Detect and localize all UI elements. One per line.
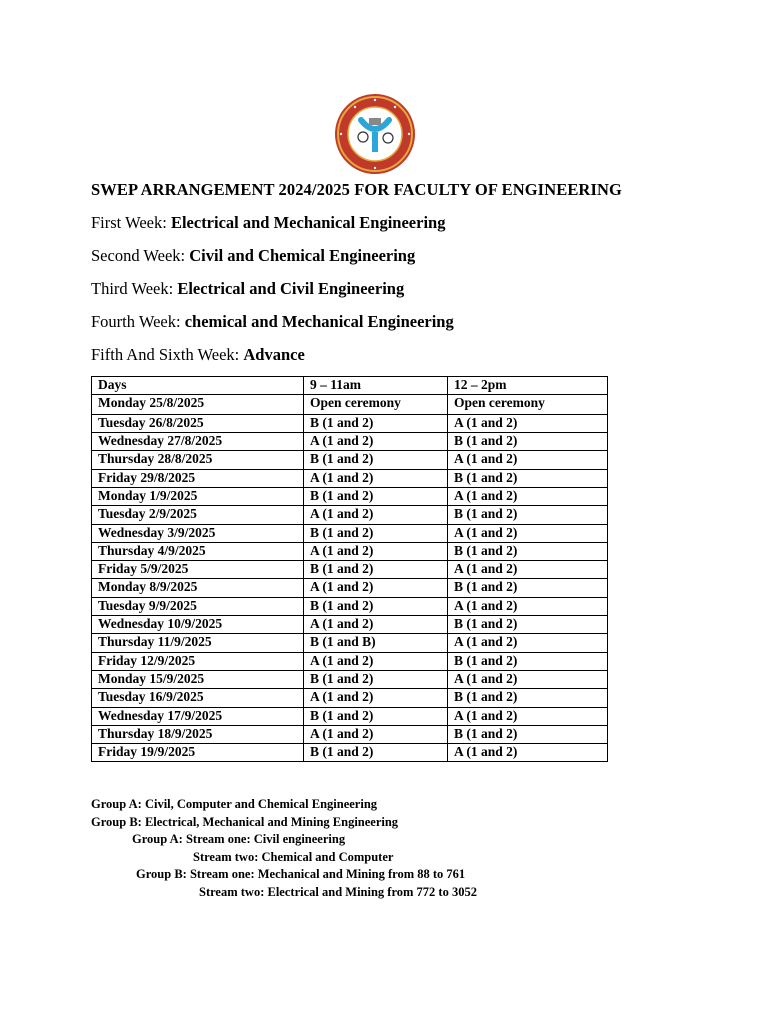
table-row [92, 616, 608, 634]
table-row [92, 634, 608, 652]
day-cell: Wednesday 27/8/2025 [92, 433, 304, 451]
table-row [92, 707, 608, 725]
week-value: Electrical and Mechanical Engineering [170, 213, 446, 232]
week-label: First Week: [91, 213, 171, 232]
note-group-b-stream-one: Group B: Stream one: Mechanical and Mining from 88 to 761 [136, 867, 466, 882]
afternoon-slot-cell: A (1 and 2) [448, 487, 608, 505]
afternoon-slot-cell: A (1 and 2) [448, 634, 608, 652]
afternoon-slot-cell: Open ceremony [448, 395, 608, 415]
group-notes [91, 796, 477, 902]
day-cell: Thursday 11/9/2025 [92, 634, 304, 652]
schedule-table [91, 376, 608, 762]
table-row [92, 561, 608, 579]
week-line-first [91, 213, 445, 233]
table-row [92, 506, 608, 524]
day-cell: Friday 12/9/2025 [92, 652, 304, 670]
table-row [92, 652, 608, 670]
morning-slot-cell: A (1 and 2) [304, 542, 448, 560]
week-value: Advance [243, 345, 305, 364]
day-cell: Wednesday 17/9/2025 [92, 707, 304, 725]
morning-slot-cell: A (1 and 2) [304, 725, 448, 743]
day-cell: Tuesday 26/8/2025 [92, 414, 304, 432]
afternoon-slot-cell: B (1 and 2) [448, 616, 608, 634]
morning-slot-cell: B (1 and 2) [304, 451, 448, 469]
morning-slot-cell: A (1 and 2) [304, 652, 448, 670]
week-label: Fifth And Sixth Week: [91, 345, 244, 364]
table-row [92, 469, 608, 487]
afternoon-slot-cell: B (1 and 2) [448, 579, 608, 597]
day-cell: Monday 8/9/2025 [92, 579, 304, 597]
week-line-second [91, 246, 415, 266]
table-row [92, 725, 608, 743]
day-cell: Thursday 28/8/2025 [92, 451, 304, 469]
afternoon-slot-cell: A (1 and 2) [448, 414, 608, 432]
table-row [92, 744, 608, 762]
afternoon-slot-cell: B (1 and 2) [448, 542, 608, 560]
morning-slot-cell: A (1 and 2) [304, 433, 448, 451]
table-row [92, 414, 608, 432]
morning-slot-cell: A (1 and 2) [304, 469, 448, 487]
header-cell-afternoon: 12 – 2pm [448, 377, 608, 395]
table-row [92, 689, 608, 707]
header-cell-morning: 9 – 11am [304, 377, 448, 395]
morning-slot-cell: A (1 and 2) [304, 506, 448, 524]
morning-slot-cell: B (1 and B) [304, 634, 448, 652]
morning-slot-cell: A (1 and 2) [304, 579, 448, 597]
afternoon-slot-cell: A (1 and 2) [448, 451, 608, 469]
morning-slot-cell: A (1 and 2) [304, 616, 448, 634]
afternoon-slot-cell: B (1 and 2) [448, 469, 608, 487]
week-value: Electrical and Civil Engineering [177, 279, 405, 298]
day-cell: Wednesday 3/9/2025 [92, 524, 304, 542]
week-line-fourth [91, 312, 454, 332]
morning-slot-cell: A (1 and 2) [304, 689, 448, 707]
table-row [92, 395, 608, 415]
week-value: Civil and Chemical Engineering [189, 246, 416, 265]
morning-slot-cell: Open ceremony [304, 395, 448, 415]
morning-slot-cell: B (1 and 2) [304, 414, 448, 432]
week-label: Third Week: [91, 279, 178, 298]
table-row [92, 451, 608, 469]
afternoon-slot-cell: B (1 and 2) [448, 433, 608, 451]
day-cell: Friday 19/9/2025 [92, 744, 304, 762]
day-cell: Friday 5/9/2025 [92, 561, 304, 579]
afternoon-slot-cell: A (1 and 2) [448, 524, 608, 542]
table-header-row [92, 377, 608, 395]
morning-slot-cell: B (1 and 2) [304, 670, 448, 688]
morning-slot-cell: B (1 and 2) [304, 524, 448, 542]
week-line-fifth-sixth [91, 345, 305, 365]
week-value: chemical and Mechanical Engineering [184, 312, 454, 331]
day-cell: Monday 25/8/2025 [92, 395, 304, 415]
week-line-third [91, 279, 404, 299]
afternoon-slot-cell: B (1 and 2) [448, 506, 608, 524]
morning-slot-cell: B (1 and 2) [304, 707, 448, 725]
table-row [92, 433, 608, 451]
header-cell-days: Days [92, 377, 304, 395]
day-cell: Tuesday 2/9/2025 [92, 506, 304, 524]
table-row [92, 524, 608, 542]
morning-slot-cell: B (1 and 2) [304, 561, 448, 579]
table-row [92, 597, 608, 615]
morning-slot-cell: B (1 and 2) [304, 487, 448, 505]
afternoon-slot-cell: A (1 and 2) [448, 744, 608, 762]
week-label: Fourth Week: [91, 312, 185, 331]
day-cell: Monday 15/9/2025 [92, 670, 304, 688]
day-cell: Tuesday 9/9/2025 [92, 597, 304, 615]
afternoon-slot-cell: B (1 and 2) [448, 652, 608, 670]
afternoon-slot-cell: A (1 and 2) [448, 707, 608, 725]
note-group-a-stream-one: Group A: Stream one: Civil engineering [132, 832, 346, 847]
table-row [92, 487, 608, 505]
table-row [92, 670, 608, 688]
day-cell: Thursday 18/9/2025 [92, 725, 304, 743]
university-logo [333, 92, 417, 176]
week-label: Second Week: [91, 246, 190, 265]
table-row [92, 579, 608, 597]
note-group-b: Group B: Electrical, Mechanical and Mining Engineering [91, 814, 399, 829]
page-title: SWEP ARRANGEMENT 2024/2025 FOR FACULTY OF ENGINEERING [91, 180, 622, 199]
afternoon-slot-cell: A (1 and 2) [448, 670, 608, 688]
day-cell: Friday 29/8/2025 [92, 469, 304, 487]
note-group-a: Group A: Civil, Computer and Chemical Engineering [91, 797, 378, 811]
afternoon-slot-cell: A (1 and 2) [448, 597, 608, 615]
morning-slot-cell: B (1 and 2) [304, 597, 448, 615]
day-cell: Monday 1/9/2025 [92, 487, 304, 505]
afternoon-slot-cell: B (1 and 2) [448, 689, 608, 707]
note-group-b-stream-two: Stream two: Electrical and Mining from 772 to 3052 [199, 884, 477, 899]
morning-slot-cell: B (1 and 2) [304, 744, 448, 762]
logo-seal-icon [333, 92, 417, 176]
day-cell: Tuesday 16/9/2025 [92, 689, 304, 707]
day-cell: Wednesday 10/9/2025 [92, 616, 304, 634]
table-row [92, 542, 608, 560]
afternoon-slot-cell: B (1 and 2) [448, 725, 608, 743]
note-group-a-stream-two: Stream two: Chemical and Computer [193, 849, 394, 864]
day-cell: Thursday 4/9/2025 [92, 542, 304, 560]
afternoon-slot-cell: A (1 and 2) [448, 561, 608, 579]
